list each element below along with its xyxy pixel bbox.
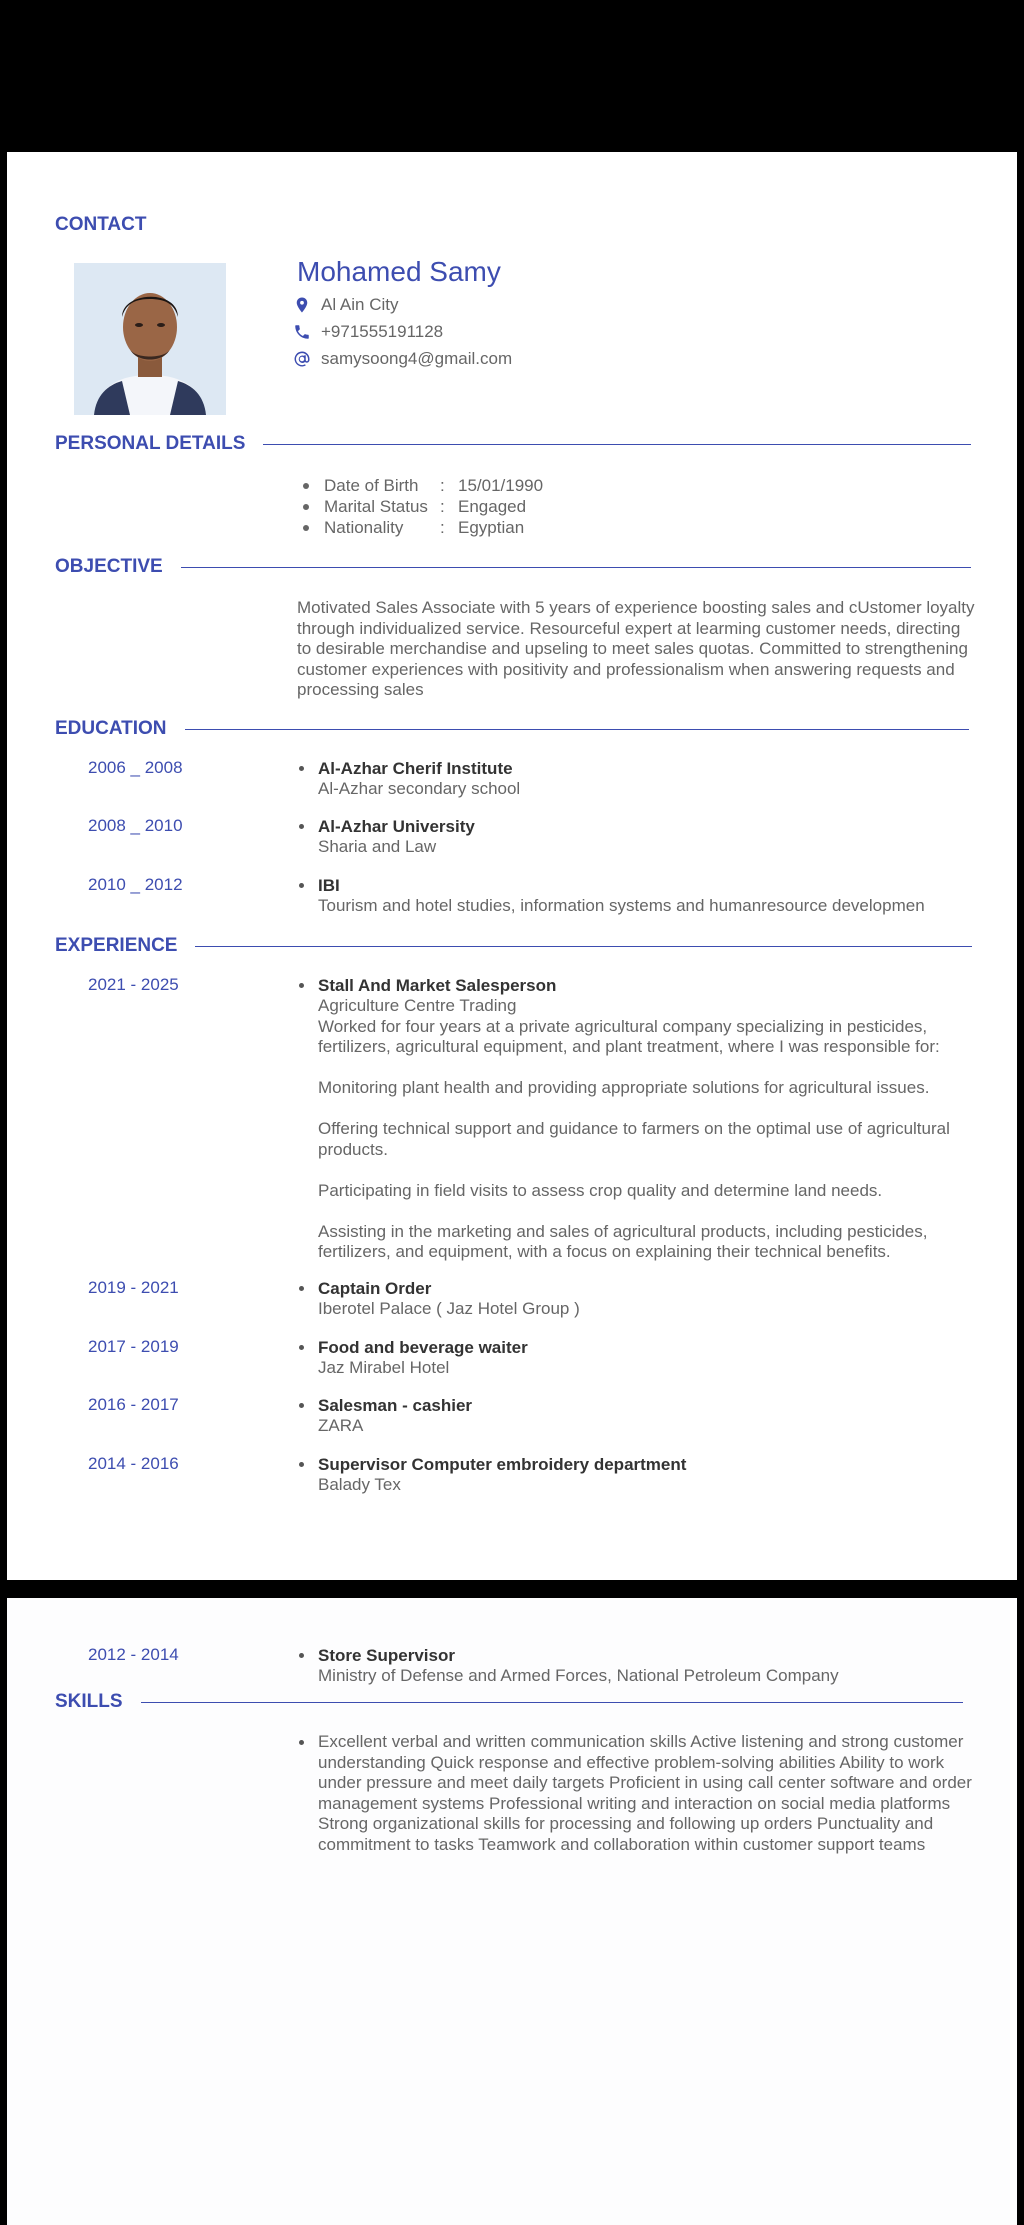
experience-date: 2014 - 2016 <box>88 1454 179 1473</box>
description-paragraph: Monitoring plant health and providing appropriate solutions for agricultural issues. <box>318 1078 930 1097</box>
experience-title: Stall And Market Salesperson <box>318 976 557 995</box>
experience-company: Balady Tex <box>318 1475 401 1494</box>
experience-date: 2017 - 2019 <box>88 1337 179 1356</box>
skills-text: Excellent verbal and written communication skills Active listening and strong customer understanding Quick response and effective problem-solving abilities Ability to work under pressure and meet daily targets Proficient in using call center software and order management systems Professional writing and interaction on social media platforms Strong organizational skills for processing and following up orders Punctuality and commitment to tasks Teamwork and collaboration within customer support teams <box>318 1732 972 1854</box>
education-date: 2008 _ 2010 <box>88 816 183 835</box>
experience-company: Jaz Mirabel Hotel <box>318 1358 450 1377</box>
skills-section-title: SKILLS <box>55 1691 963 1713</box>
education-title: IBI <box>318 876 340 895</box>
phone-icon <box>293 323 311 341</box>
location-text: Al Ain City <box>321 295 399 314</box>
experience-date: 2016 - 2017 <box>88 1395 179 1414</box>
section-divider <box>181 567 971 568</box>
candidate-name: Mohamed Samy <box>297 256 501 287</box>
experience-entry <box>298 1278 998 1320</box>
contact-email <box>293 349 512 369</box>
experience-title: Food and beverage waiter <box>318 1338 528 1357</box>
experience-entry <box>298 1395 998 1437</box>
profile-photo <box>74 263 226 415</box>
education-section-title: EDUCATION <box>55 718 969 740</box>
description-paragraph: Participating in field visits to assess crop quality and determine land needs. <box>318 1180 883 1200</box>
experience-entry <box>298 975 998 1263</box>
section-divider <box>263 444 971 445</box>
experience-date: 2012 - 2014 <box>88 1645 179 1664</box>
contact-phone <box>293 322 443 342</box>
contact-section-title: CONTACT <box>55 214 147 235</box>
section-divider <box>195 946 972 947</box>
education-entry <box>298 816 998 858</box>
education-title: Al-Azhar Cherif Institute <box>318 759 513 778</box>
profile-photo-image <box>74 263 226 415</box>
description-paragraph: Worked for four years at a private agricultural company specializing in pesticides, fertilizers, agricultural equipment, and plant treatment, where I was responsible for: <box>318 1016 940 1056</box>
experience-date: 2019 - 2021 <box>88 1278 179 1297</box>
description-paragraph: Assisting in the marketing and sales of agricultural products, including pesticides, fertilizers, and equipment, with a focus on explaining their technical benefits. <box>318 1221 928 1261</box>
at-sign-icon <box>293 350 311 368</box>
experience-entry <box>298 1645 998 1687</box>
detail-row: Nationality : Egyptian <box>303 517 543 538</box>
education-subtitle: Tourism and hotel studies, information systems and humanresource developmen <box>318 896 925 915</box>
experience-title: Store Supervisor <box>318 1646 455 1665</box>
education-entry <box>298 758 998 800</box>
experience-title: Supervisor Computer embroidery department <box>318 1455 687 1474</box>
email-text[interactable]: samysoong4@gmail.com <box>321 349 513 368</box>
detail-row: Date of Birth : 15/01/1990 <box>303 475 543 496</box>
personal-details-section-title: PERSONAL DETAILS <box>55 433 971 455</box>
experience-entry <box>298 1337 998 1379</box>
resume-page-1 <box>7 152 1017 1580</box>
personal-details-list <box>303 475 543 538</box>
education-subtitle: Sharia and Law <box>318 837 437 856</box>
experience-company: Iberotel Palace ( Jaz Hotel Group ) <box>318 1299 580 1318</box>
education-subtitle: Al-Azhar secondary school <box>318 779 521 798</box>
contact-location <box>293 295 398 315</box>
section-divider <box>185 729 969 730</box>
location-pin-icon <box>293 296 311 314</box>
experience-date: 2021 - 2025 <box>88 975 179 994</box>
objective-section-title: OBJECTIVE <box>55 556 971 578</box>
education-date: 2010 _ 2012 <box>88 875 183 894</box>
experience-company: Ministry of Defense and Armed Forces, National Petroleum Company <box>318 1666 839 1685</box>
experience-title: Captain Order <box>318 1279 432 1298</box>
experience-section-title: EXPERIENCE <box>55 935 972 957</box>
education-date: 2006 _ 2008 <box>88 758 183 777</box>
experience-company: ZARA <box>318 1416 364 1435</box>
objective-text: Motivated Sales Associate with 5 years of experience boosting sales and cUstomer loyalty through individualized service. Resourceful expert at learming customer needs, directing to desirable merchandise and upseling to meet sales quotas. Committed to strengthening customer experiences with positivity and professionalism when answering requests and processing sales <box>297 598 975 699</box>
phone-text[interactable]: +971555191128 <box>321 322 444 341</box>
description-paragraph: Offering technical support and guidance to farmers on the optimal use of agricultural products. <box>318 1119 950 1159</box>
detail-row: Marital Status : Engaged <box>303 496 543 517</box>
skills-entry <box>298 1732 978 1855</box>
experience-title: Salesman - cashier <box>318 1396 473 1415</box>
resume-page-2 <box>7 1598 1017 2225</box>
experience-description <box>318 1017 998 1263</box>
experience-company: Agriculture Centre Trading <box>318 996 517 1015</box>
experience-entry <box>298 1454 998 1496</box>
education-entry <box>298 875 998 917</box>
education-title: Al-Azhar University <box>318 817 475 836</box>
section-divider <box>141 1702 963 1703</box>
